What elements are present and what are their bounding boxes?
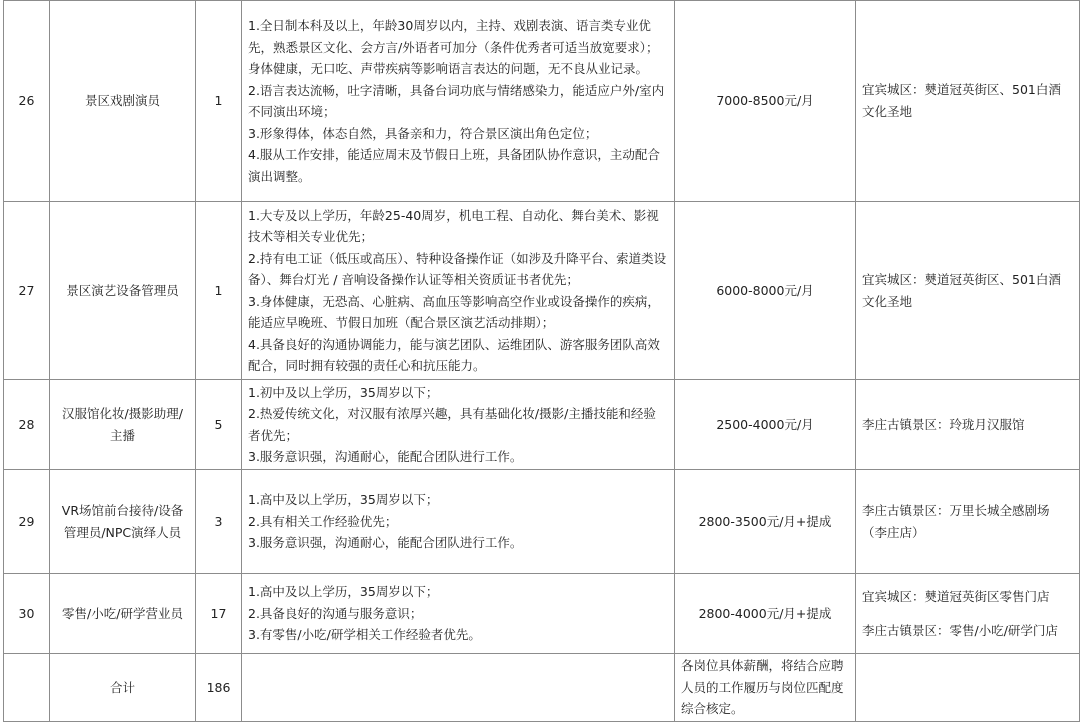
total-note: 各岗位具体薪酬，将结合应聘人员的工作履历与岗位匹配度综合核定。 [675, 654, 856, 722]
requirement-line: 1.高中及以上学历，35周岁以下； [248, 492, 439, 508]
location-line: 李庄古镇景区：万里长城全感剧场（李庄店） [862, 502, 1050, 540]
requirement-line: 1.大专及以上学历，年龄25-40周岁，机电工程、自动化、舞台美术、影视技术等相关专业优先； [248, 207, 659, 244]
table-row [4, 202, 1080, 380]
salary: 2800-4000元/月+提成 [675, 574, 856, 654]
row-number: 30 [4, 574, 50, 654]
requirements [242, 380, 675, 470]
requirement-line: 3.服务意识强，沟通耐心，能配合团队进行工作。 [248, 535, 523, 551]
location-line: 李庄古镇景区：玲珑月汉服馆 [862, 416, 1025, 432]
total-row [4, 654, 1080, 722]
table-body [4, 1, 1080, 722]
position-name: 景区戏剧演员 [50, 1, 196, 202]
position-name: VR场馆前台接待/设备管理员/NPC演绎人员 [50, 470, 196, 574]
requirement-line: 3.服务意识强，沟通耐心，能配合团队进行工作。 [248, 449, 523, 464]
location-line: 宜宾城区：僰道冠英街区、501白酒文化圣地 [862, 82, 1061, 119]
requirement-line: 3.身体健康，无恐高、心脏病、高血压等影响高空作业或设备操作的疾病，能适应早晚班、节假日加班（配合景区演艺活动排期）； [248, 293, 660, 330]
location-line: 宜宾城区：僰道冠英街区零售门店 [862, 588, 1050, 604]
salary: 2800-3500元/月+提成 [675, 470, 856, 574]
location-line: 李庄古镇景区：零售/小吃/研学门店 [862, 622, 1058, 638]
requirement-line: 2.热爱传统文化，对汉服有浓厚兴趣，具有基础化妆/摄影/主播技能和经验者优先； [248, 406, 656, 443]
headcount: 3 [196, 470, 242, 574]
location-line: 宜宾城区：僰道冠英街区、501白酒文化圣地 [862, 271, 1061, 309]
empty-cell [242, 654, 675, 722]
work-location [856, 574, 1080, 654]
requirement-line: 3.有零售/小吃/研学相关工作经验者优先。 [248, 627, 481, 643]
requirement-line: 1.全日制本科及以上，年龄30周岁以内，主持、戏剧表演、语言类专业优先，熟悉景区文化、会方言/外语者可加分（条件优秀者可适当放宽要求）；身体健康，无口吃、声带疾病等影响语言表达的问题，无不良从业记录。 [248, 18, 659, 76]
requirement-line: 2.持有电工证（低压或高压）、特种设备操作证（如涉及升降平台、索道类设备）、舞台灯光 / 音响设备操作认证等相关资质证书者优先； [248, 250, 667, 287]
requirements [242, 1, 675, 202]
recruitment-table [3, 0, 1080, 722]
requirements [242, 202, 675, 380]
requirement-line: 2.具备良好的沟通与服务意识； [248, 605, 423, 621]
empty-cell [4, 654, 50, 722]
salary: 2500-4000元/月 [675, 380, 856, 470]
row-number: 26 [4, 1, 50, 202]
work-location [856, 380, 1080, 470]
row-number: 29 [4, 470, 50, 574]
table-row [4, 470, 1080, 574]
headcount: 17 [196, 574, 242, 654]
headcount: 1 [196, 202, 242, 380]
requirement-line: 1.初中及以上学历，35周岁以下； [248, 384, 439, 400]
total-count: 186 [196, 654, 242, 722]
total-label: 合计 [50, 654, 196, 722]
position-name: 景区演艺设备管理员 [50, 202, 196, 380]
work-location [856, 470, 1080, 574]
work-location [856, 1, 1080, 202]
table-row [4, 574, 1080, 654]
row-number: 28 [4, 380, 50, 470]
requirement-line: 3.形象得体，体态自然，具备亲和力，符合景区演出角色定位； [248, 125, 598, 141]
headcount: 5 [196, 380, 242, 470]
requirement-line: 4.服从工作安排，能适应周末及节假日上班，具备团队协作意识，主动配合演出调整。 [248, 147, 660, 184]
requirement-line: 2.具有相关工作经验优先； [248, 513, 398, 529]
headcount: 1 [196, 1, 242, 202]
row-number: 27 [4, 202, 50, 380]
requirements [242, 574, 675, 654]
table-row [4, 380, 1080, 470]
table-row [4, 1, 1080, 202]
location-spacer [862, 608, 1073, 620]
requirement-line: 4.具备良好的沟通协调能力，能与演艺团队、运维团队、游客服务团队高效配合，同时拥有较强的责任心和抗压能力。 [248, 336, 660, 373]
requirements [242, 470, 675, 574]
salary: 6000-8000元/月 [675, 202, 856, 380]
requirement-line: 2.语言表达流畅，吐字清晰，具备台词功底与情绪感染力，能适应户外/室内不同演出环境； [248, 82, 665, 119]
position-name: 汉服馆化妆/摄影助理/主播 [50, 380, 196, 470]
requirement-line: 1.高中及以上学历，35周岁以下； [248, 584, 439, 600]
position-name: 零售/小吃/研学营业员 [50, 574, 196, 654]
empty-cell [856, 654, 1080, 722]
salary: 7000-8500元/月 [675, 1, 856, 202]
work-location [856, 202, 1080, 380]
